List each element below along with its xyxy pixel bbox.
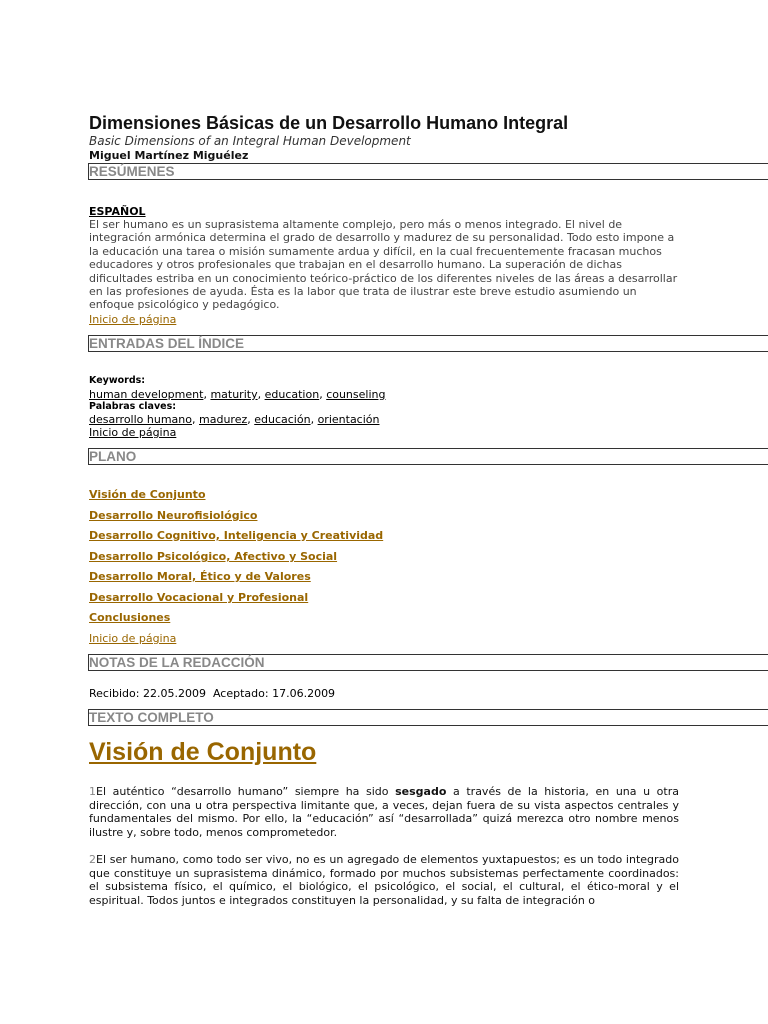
keyword-link[interactable]: orientación (317, 413, 380, 426)
paragraph-number: 2 (89, 853, 96, 866)
keywords-es-label: Palabras claves: (89, 401, 177, 412)
keyword-link[interactable]: education (264, 388, 320, 401)
paragraph: 2El ser humano, como todo ser vivo, no es un agregado de elementos yuxtapuestos; es un todo integrado que constituye un suprasistema dinámico, formado por muchos subsistemas perfectamente coordinados: el subsistema físico, el químico, el biológico, el psicológico, el social, el cultural, el ético-moral y el espiritual. Todos juntos e integrados constituyen la personalidad, y su falta de integración o (89, 853, 679, 907)
back-to-top-link[interactable]: Inicio de página (89, 426, 177, 439)
plan-link[interactable]: Desarrollo Neurofisiológico (89, 509, 258, 522)
section-header-entradas: ENTRADAS DEL ÍNDICE (88, 335, 768, 352)
back-to-top-link[interactable]: Inicio de página (89, 632, 177, 645)
plan-link[interactable]: Desarrollo Vocacional y Profesional (89, 591, 309, 604)
plan-link[interactable]: Desarrollo Cognitivo, Inteligencia y Creatividad (89, 529, 384, 542)
plan-link[interactable]: Visión de Conjunto (89, 488, 206, 501)
keyword-link[interactable]: madurez (199, 413, 248, 426)
plan-link[interactable]: Desarrollo Psicológico, Afectivo y Social (89, 550, 338, 563)
plan-link[interactable]: Conclusiones (89, 611, 171, 624)
article-title: Dimensiones Básicas de un Desarrollo Humano Integral (89, 113, 569, 133)
section-header-texto: TEXTO COMPLETO (88, 709, 768, 726)
keywords-en-list: human development, maturity, education, counseling (89, 388, 386, 401)
back-to-top-link[interactable]: Inicio de página (89, 313, 177, 326)
article-subtitle: Basic Dimensions of an Integral Human Development (89, 134, 411, 148)
article-author: Miguel Martínez Miguélez (89, 149, 249, 162)
section-header-notas: NOTAS DE LA REDACCIÓN (88, 654, 768, 671)
abstract-text: El ser humano es un suprasistema altamente complejo, pero más o menos integrado. El nivel de integración armónica determina el grado de desarrollo y madurez de su personalidad. Todo esto impone a la educación una tarea o misión sumamente ardua y difícil, en la cual frecuentemente fracasan muchos educadores y otros profesionales que trabajan en el desarrollo humano. La superación de dichas dificultades estriba en un conocimiento teórico-práctico de los diferentes niveles de las áreas a desarrollar en las profesiones de ayuda. Ésta es la labor que trata de ilustrar este breve estudio asumiendo un enfoque psicológico y pedagógico. (89, 218, 678, 312)
keyword-link[interactable]: human development (89, 388, 204, 401)
editorial-dates: Recibido: 22.05.2009 Aceptado: 17.06.2009 (89, 687, 336, 700)
keyword-link[interactable]: desarrollo humano (89, 413, 193, 426)
abstract-language-label: ESPAÑOL (89, 205, 146, 218)
accepted-date: 17.06.2009 (272, 687, 336, 700)
paragraph: 1El auténtico “desarrollo humano” siempre ha sido sesgado a través de la historia, en una u otra dirección, con una u otra perspectiva limitante que, a veces, dejan fuera de su vista aspectos centrales y fundamentales del mismo. Por ello, la “educación” así “desarrollada” quizá merezca otro nombre menos ilustre y, sobre todo, menos comprometedor. (89, 785, 679, 839)
section-header-resumenes: RESÚMENES (88, 163, 768, 180)
keyword-link[interactable]: maturity (210, 388, 258, 401)
paragraph-number: 1 (89, 785, 96, 798)
keyword-link[interactable]: educación (254, 413, 311, 426)
keyword-link[interactable]: counseling (326, 388, 386, 401)
keywords-en-label: Keywords: (89, 375, 146, 386)
received-date: 22.05.2009 (142, 687, 206, 700)
keywords-es-list: desarrollo humano, madurez, educación, orientación (89, 413, 380, 426)
fulltext-heading: Visión de Conjunto (89, 738, 317, 766)
plan-link[interactable]: Desarrollo Moral, Ético y de Valores (89, 570, 311, 583)
section-header-plano: PLANO (88, 448, 768, 465)
